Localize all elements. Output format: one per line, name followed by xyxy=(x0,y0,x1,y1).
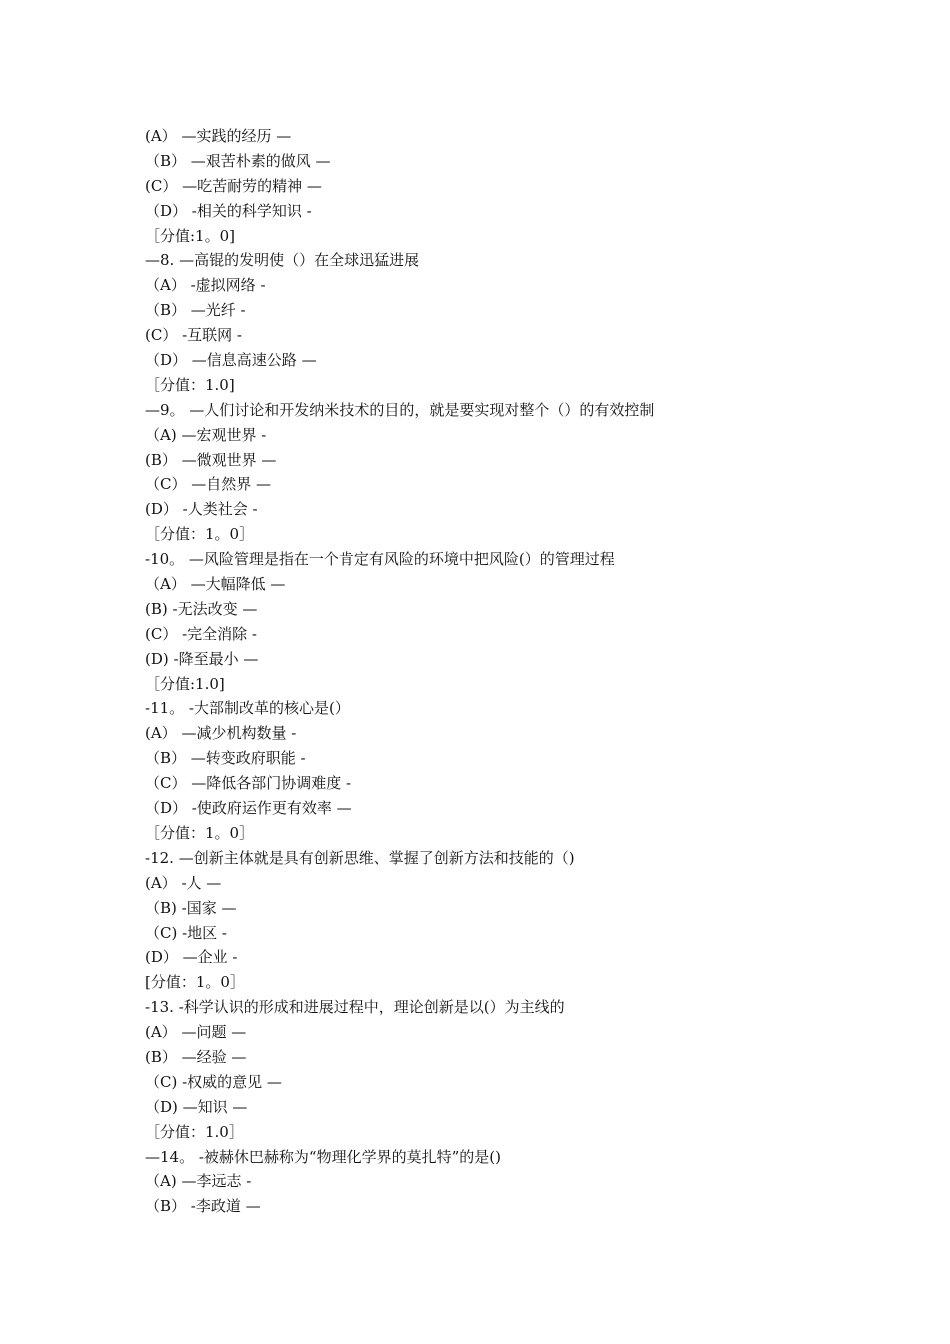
text-line: (D） -人类社会 - xyxy=(145,500,258,519)
text-line: —9。 —人们讨论和开发纳米技术的目的，就是要实现对整个（）的有效控制 xyxy=(145,400,655,419)
text-line: (C） -互联网 - xyxy=(145,326,243,345)
text-line: （B） -李政道 — xyxy=(145,1197,261,1216)
text-line: (B） —微观世界 — xyxy=(145,450,277,469)
text-line: ［分值：1.0] xyxy=(145,375,235,394)
text-line: (D) -降至最小 — xyxy=(145,649,259,668)
text-line: (A） -人 — xyxy=(145,873,222,892)
text-line: （B） —转变政府职能 - xyxy=(145,749,306,768)
text-line: （D） -使政府运作更有效率 — xyxy=(145,799,352,818)
text-line: （A） -虚拟网络 - xyxy=(145,276,266,295)
text-line: (B) -无法改变 — xyxy=(145,599,258,618)
text-line: ［分值：1。0］ xyxy=(145,823,255,842)
text-line: —14。 -被赫休巴赫称为“物理化学界的莫扎特”的是() xyxy=(145,1147,501,1166)
text-line: （C) -权威的意见 — xyxy=(145,1072,282,1091)
text-line: （A) —宏观世界 - xyxy=(145,425,267,444)
text-line: ［分值:1。0] xyxy=(145,226,235,245)
text-line: (A） —减少机构数量 - xyxy=(145,724,297,743)
text-line: -12. —创新主体就是具有创新思维、掌握了创新方法和技能的（) xyxy=(145,848,575,867)
text-line: （B） —艰苦朴素的做风 — xyxy=(145,151,331,170)
text-line: （B） —光纤 - xyxy=(145,301,246,320)
text-line: —8. —高锟的发明使（）在全球迅猛进展 xyxy=(145,251,420,270)
document-page xyxy=(145,124,905,1219)
text-line: （C） —自然界 — xyxy=(145,475,272,494)
text-line: ［分值：1.0］ xyxy=(145,1122,244,1141)
text-line: -11。 -大部制改革的核心是(） xyxy=(145,699,350,718)
text-line: (B） —经验 — xyxy=(145,1047,247,1066)
text-line: ［分值：1。0］ xyxy=(145,525,255,544)
text-line: (C） -完全消除 - xyxy=(145,624,258,643)
text-line: （C) -地区 - xyxy=(145,923,228,942)
text-line: -13. -科学认识的形成和进展过程中，理论创新是以(）为主线的 xyxy=(145,998,565,1017)
text-line: （A） —大幅降低 — xyxy=(145,575,286,594)
text-line: （A) —李远志 - xyxy=(145,1172,252,1191)
text-line: ［分值:1.0] xyxy=(145,674,225,693)
text-line: (A） —实践的经历 — xyxy=(145,127,292,145)
text-line: (D） —企业 - xyxy=(145,948,238,967)
text-line: (C） —吃苦耐劳的精神 — xyxy=(145,176,322,195)
text-line: （B) -国家 — xyxy=(145,898,237,917)
text-line: （C） —降低各部门协调难度 - xyxy=(145,774,352,793)
text-line: -10。 —风险管理是指在一个肯定有风险的环境中把风险(）的管理过程 xyxy=(145,550,615,569)
text-line: [分值：1。0］ xyxy=(145,973,245,992)
text-line: （D) —知识 — xyxy=(145,1097,248,1116)
text-line: （D） —信息高速公路 — xyxy=(145,351,317,370)
text-line: (A） —问题 — xyxy=(145,1023,247,1042)
text-line: （D） -相关的科学知识 - xyxy=(145,201,312,220)
